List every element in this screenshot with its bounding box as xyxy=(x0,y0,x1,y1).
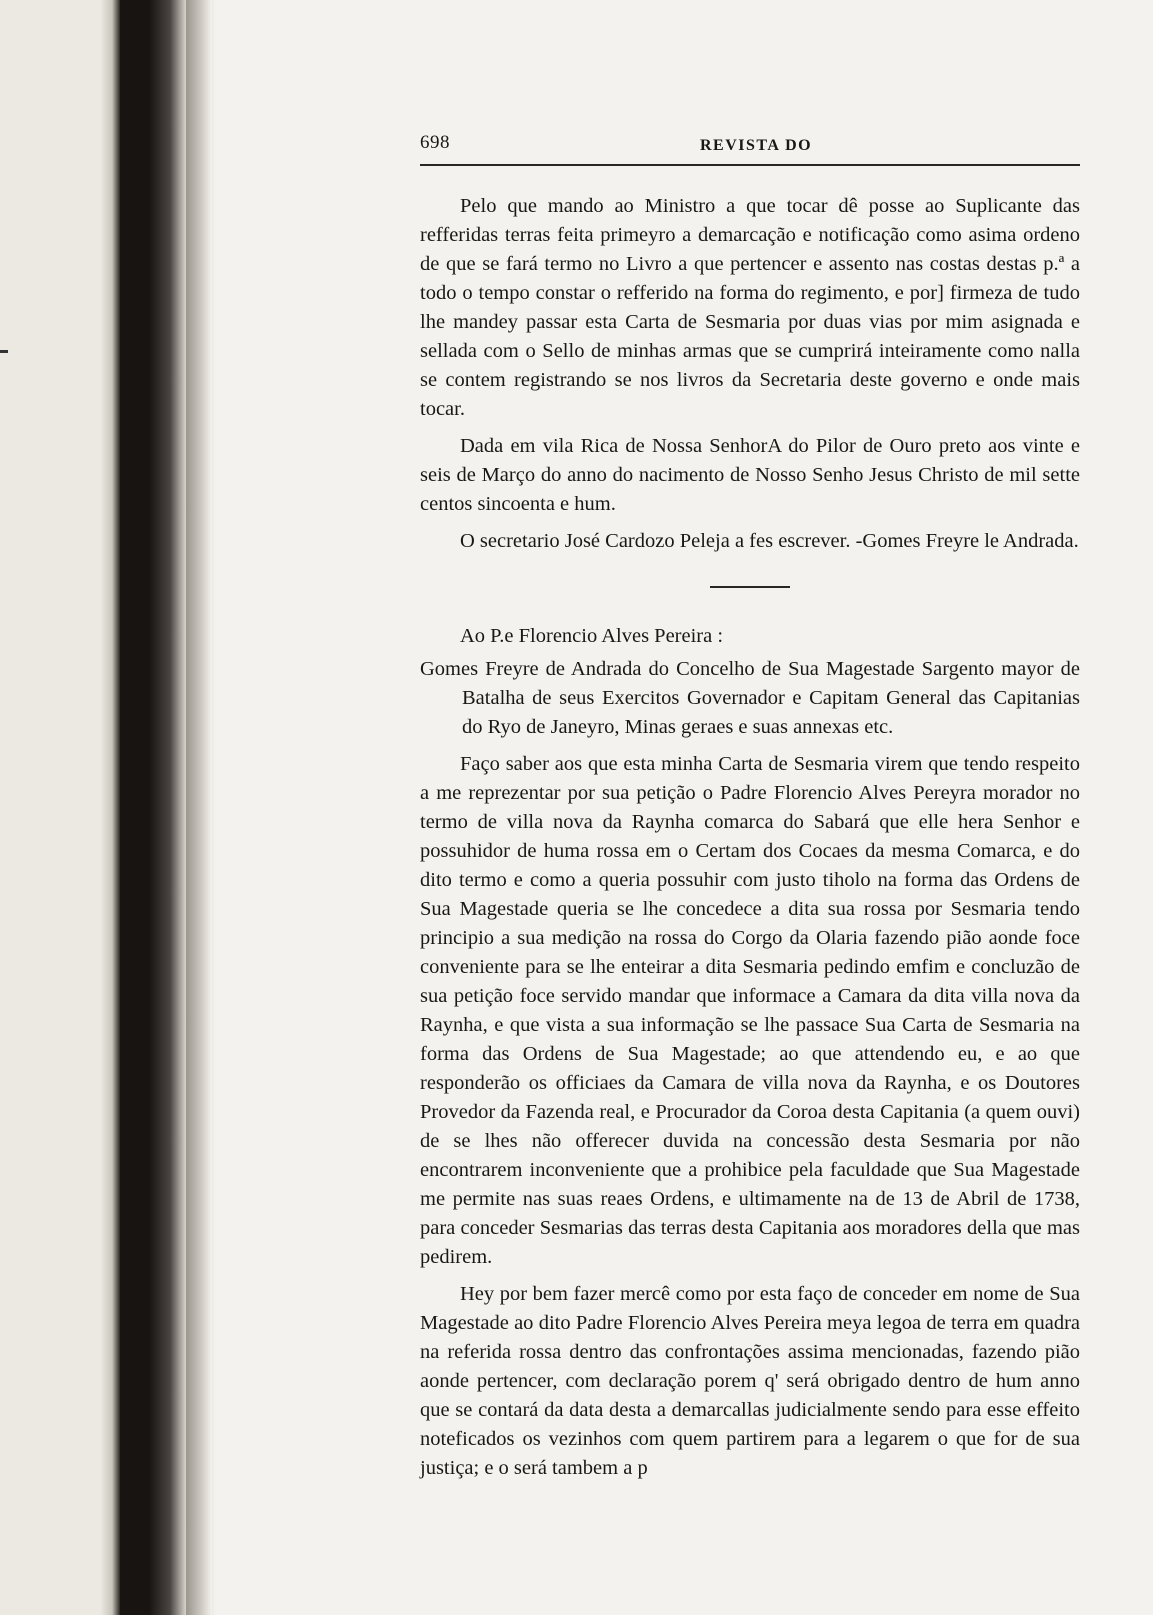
title-block: Gomes Freyre de Andrada do Concelho de Sua Magestade Sargento mayor de Batalha de seus Exercitos Governador e Capitam General das Capitanias do Ryo de Janeyro, Minas geraes e suas annexas etc. xyxy=(420,658,1080,738)
running-title: REVISTA DO xyxy=(700,137,813,154)
margin-mark xyxy=(0,350,8,353)
page-header xyxy=(420,130,1080,166)
binding-page-edge xyxy=(186,0,212,1615)
paragraph: Hey por bem fazer mercê como por esta faço de conceder em nome de Sua Magestade ao dito Padre Florencio Alves Pereira meya legoa de terra em quadra na referida rossa dentro das confrontações assima mencionadas, fazendo pião aonde pertencer, com declaração porem q' será obrigado dentro de hum anno que se contará da data desta a demarcallas judicialmente sendo para esse effeito noteficados os vezinhos com quem partirem para a legarem o que for de sua justiça; e o será tambem a p xyxy=(420,1283,1080,1479)
page-number: 698 xyxy=(420,132,450,153)
address-line: Ao P.e Florencio Alves Pereira : xyxy=(460,625,724,647)
binding-shadow xyxy=(120,0,150,1615)
paragraph: O secretario José Cardozo Peleja a fes escrever. -Gomes Freyre le Andrada. xyxy=(460,530,1079,552)
page-text xyxy=(420,192,1080,1483)
paragraph: Dada em vila Rica de Nossa SenhorA do Pilor de Ouro preto aos vinte e seis de Março do anno do nacimento de Nosso Senho Jesus Christo de mil sette centos sincoenta e hum. xyxy=(420,435,1080,515)
paragraph: Faço saber aos que esta minha Carta de Sesmaria virem que tendo respeito a me reprezentar por sua petição o Padre Florencio Alves Pereyra morador no termo de villa nova da Raynha comarca do Sabará que elle hera Senhor e possuhidor de huma rossa em o Certam dos Cocaes da mesma Comarca, e do dito termo e como a queria possuhir com justo tiholo na forma das Ordens de Sua Magestade queria se lhe concedece a dita sua rossa por Sesmaria tendo principio a sua medição na rossa do Corgo da Olaria fazendo pião aonde foce conveniente para se lhe enteirar a dita Sesmaria pedindo emfim e concluzão de sua petição foce servido mandar que informace a Camara da dita villa nova da Raynha, e que vista a sua informação se lhe passace Sua Carta de Sesmaria na forma das Ordens de Sua Magestade; ao que attendendo eu, e ao que responderão os officiaes da Camara de villa nova da Raynha, e os Doutores Provedor da Fazenda real, e Procurador da Coroa desta Capitania (a quem ouvi) de se lhes não offerecer duvida na concessão desta Sesmaria por não encontrarem inconveniente que a prohibice pela faculdade que Sua Magestade me permite nas suas reaes Ordens, e ultimamente na de 13 de Abril de 1738, para conceder Sesmarias das terras desta Capitania aos moradores della que mas pedirem. xyxy=(420,753,1080,1268)
book-page xyxy=(420,130,1080,1491)
paragraph: Pelo que mando ao Ministro a que tocar dê posse ao Suplicante das refferidas terras feita primeyro a demarcação e notificação como asima ordeno de que se fará termo no Livro a que pertencer e assento nas costas destas p.ª a todo o tempo constar o refferido na forma do regimento, e por] firmeza de tudo lhe mandey passar esta Carta de Sesmaria por duas vias por mim asignada e sellada com o Sello de minhas armas que se cumprirá inteiramente como nalla se contem registrando se nos livros da Secretaria deste governo e onde mais tocar. xyxy=(420,195,1080,420)
section-divider xyxy=(710,586,790,588)
